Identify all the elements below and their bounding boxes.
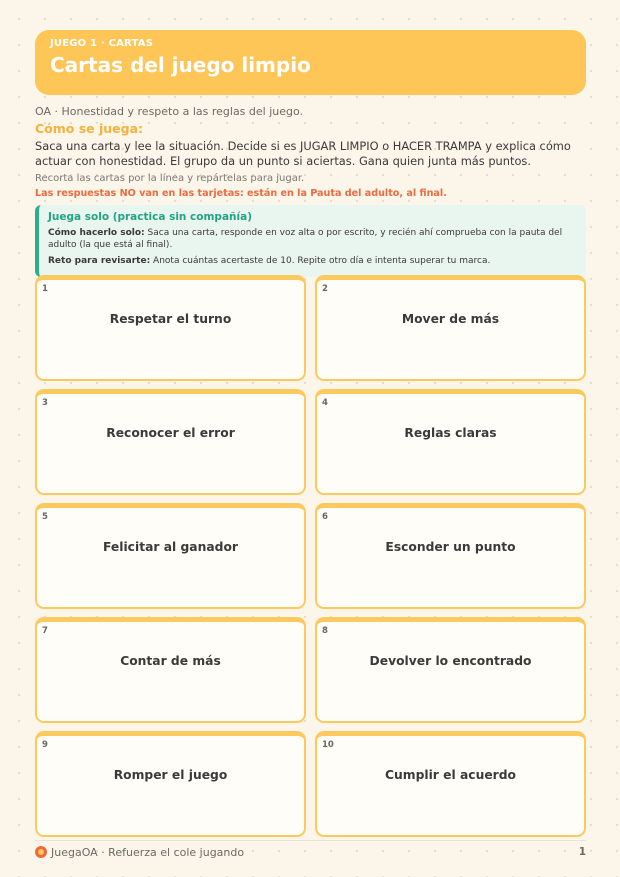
card-label: Cumplir el acuerdo xyxy=(384,768,516,782)
game-kicker: JUEGO 1 · CARTAS xyxy=(50,38,154,49)
card-number: 3 xyxy=(42,398,48,408)
header-banner xyxy=(35,30,586,95)
solo-challenge xyxy=(48,255,576,267)
learning-objective: OA · Honestidad y respeto a las reglas del juego. xyxy=(35,105,304,118)
card xyxy=(315,731,586,837)
card-number: 1 xyxy=(42,284,48,294)
card-label: Reconocer el error xyxy=(106,426,235,440)
card-number: 5 xyxy=(42,512,48,522)
card xyxy=(35,731,306,837)
footer-brand-text: JuegaOA · Refuerza el cole jugando xyxy=(51,845,245,859)
cut-note: Recorta las cartas por la línea y repártelas para jugar. xyxy=(35,173,305,184)
card xyxy=(315,617,586,723)
card xyxy=(315,275,586,381)
card-label: Devolver lo encontrado xyxy=(369,654,532,668)
card-number: 10 xyxy=(322,740,334,750)
card-label: Reglas claras xyxy=(404,426,497,440)
howto-text: Saca una carta y lee la situación. Decide si es JUGAR LIMPIO o HACER TRAMPA y explica cómo actuar con honestidad. El grupo da un punto si aciertas. Gana quien junta más puntos. xyxy=(35,139,571,168)
card-label: Felicitar al ganador xyxy=(103,540,238,554)
cards-grid xyxy=(35,275,586,837)
page-title: Cartas del juego limpio xyxy=(50,53,311,77)
solo-challenge-label: Reto para revisarte: xyxy=(48,256,151,266)
card xyxy=(315,389,586,495)
solo-play-box xyxy=(35,205,586,277)
card-label: Contar de más xyxy=(120,654,221,668)
solo-how-label: Cómo hacerlo solo: xyxy=(48,228,145,238)
page-number: 1 xyxy=(578,846,586,858)
card xyxy=(315,503,586,609)
card-number: 9 xyxy=(42,740,48,750)
card xyxy=(35,617,306,723)
card-number: 4 xyxy=(322,398,328,408)
card-label: Romper el juego xyxy=(113,768,228,782)
card-label: Respetar el turno xyxy=(109,312,232,326)
card-number: 8 xyxy=(322,626,328,636)
card-label: Esconder un punto xyxy=(385,540,516,554)
card-number: 2 xyxy=(322,284,328,294)
card xyxy=(35,503,306,609)
target-icon xyxy=(35,846,47,858)
footer-brand xyxy=(35,846,244,859)
solo-challenge-text: Anota cuántas acertaste de 10. Repite otro día e intenta superar tu marca. xyxy=(150,256,491,266)
card xyxy=(35,275,306,381)
answers-note: Las respuestas NO van en las tarjetas: están en la Pauta del adulto, al final. xyxy=(35,188,447,199)
solo-title: Juega solo (practica sin compañía) xyxy=(48,211,252,223)
card xyxy=(35,389,306,495)
solo-how xyxy=(48,227,576,251)
solo-how-text: Saca una carta, responde en voz alta o por escrito, y recién ahí comprueba con la pauta del adulto (la que está al final). xyxy=(48,228,563,250)
footer xyxy=(35,840,586,860)
howto-heading: Cómo se juega: xyxy=(35,121,144,136)
card-number: 7 xyxy=(42,626,48,636)
page xyxy=(35,30,586,782)
card-number: 6 xyxy=(322,512,328,522)
card-label: Mover de más xyxy=(401,312,500,326)
